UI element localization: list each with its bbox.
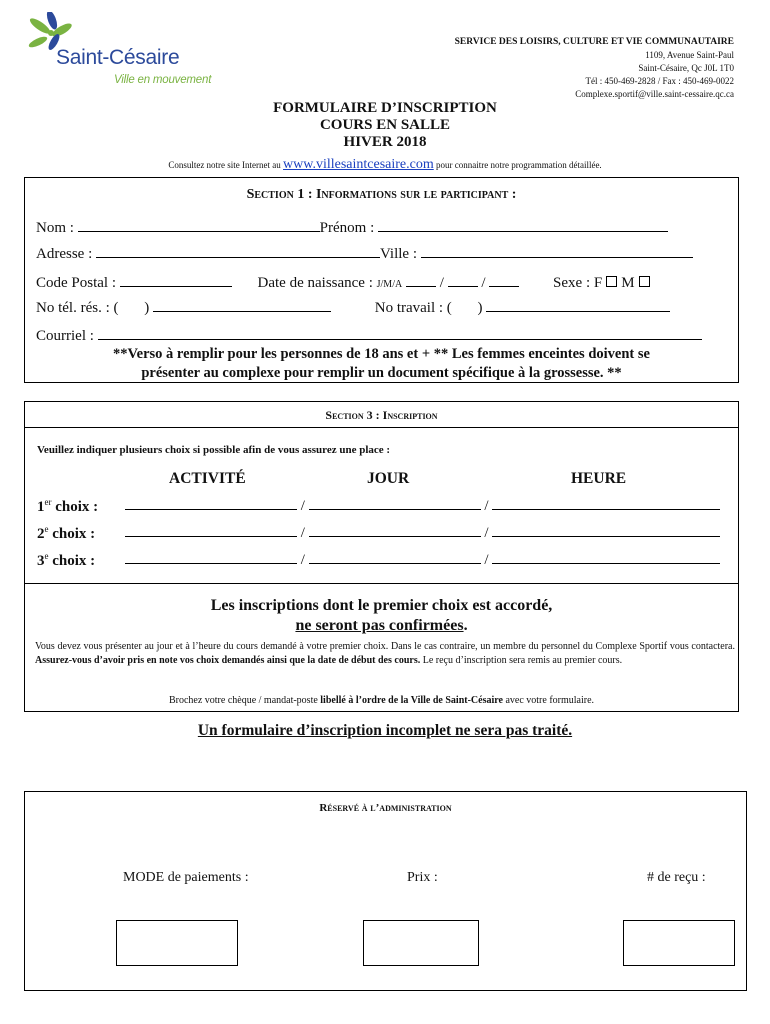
choice-2-fields: / /: [125, 524, 720, 542]
website-link[interactable]: www.villesaintcesaire.com: [283, 157, 434, 172]
choice-1-jour[interactable]: [309, 497, 481, 510]
warning-block: [25, 596, 738, 636]
section1-box: [24, 177, 739, 383]
warning-line2: ne seront pas confirmées: [295, 617, 464, 634]
section3-title: Section 3 : Inscription: [325, 408, 438, 422]
email-line: Complexe.sportif@ville.saint-cessaire.qc.ca: [575, 89, 734, 99]
ville-label: Ville :: [380, 246, 418, 262]
note-line1: **Verso à remplir pour les personnes de 18 ans et + ** Les femmes enceintes doivent se: [113, 346, 650, 362]
choice-3-jour[interactable]: [309, 551, 481, 564]
choice-3-num: 3: [37, 553, 45, 569]
choice-row-3: [37, 551, 95, 570]
para-c: Le reçu d’inscription sera remis au premier cours.: [420, 655, 623, 666]
tel-travail-label: No travail : (: [374, 300, 452, 316]
col-jour: JOUR: [367, 470, 410, 487]
choice-row-2: [37, 524, 95, 543]
prix-box[interactable]: [363, 920, 479, 966]
logo-tagline: Ville en mouvement: [114, 74, 212, 86]
tel-travail-paren: ): [477, 300, 483, 316]
section1-title: Section 1 : Informations sur le participant :: [246, 187, 517, 202]
section3-intro: Veuillez indiquer plusieurs choix si possible afin de vous assurez une place :: [37, 444, 391, 456]
title-line3: HIVER 2018: [343, 134, 427, 150]
admin-box: [24, 791, 747, 991]
sexe-m-label: M: [621, 275, 635, 291]
checkbox-f-icon[interactable]: [606, 276, 617, 287]
adresse-row: [36, 245, 693, 263]
incomplete-notice: Un formulaire d’inscription incomplet ne sera pas traité.: [197, 722, 573, 739]
cheque-b: libellé à l’ordre de la Ville de Saint-Césaire: [320, 695, 503, 706]
choice-3-sup: e: [44, 551, 49, 561]
nom-label: Nom :: [36, 220, 74, 236]
cheque-line: [25, 694, 738, 708]
jour-field[interactable]: [406, 274, 436, 287]
prenom-label: Prénom :: [319, 220, 375, 236]
section3-divider-2: [25, 583, 738, 584]
choice-1-label: choix :: [51, 499, 99, 515]
address-line1: 1109, Avenue Saint-Paul: [645, 50, 734, 60]
choice-1-sup: er: [44, 497, 52, 507]
cheque-c: avec votre formulaire.: [502, 695, 595, 706]
code-postal-field[interactable]: [120, 274, 232, 287]
col-heure: HEURE: [571, 470, 627, 487]
saint-cesaire-logo: [22, 10, 212, 96]
date-naissance-label: Date de naissance :: [257, 275, 373, 291]
para-a: Vous devez vous présenter au jour et à l’heure du cours demandé à votre premier choix. Dans le cas contraire, un membre du personnel du Complexe Sportif vous contactera.: [35, 641, 735, 652]
consult-line: [0, 157, 770, 173]
title-line2: COURS EN SALLE: [319, 117, 451, 133]
logo-name: Saint-Césaire: [56, 46, 180, 69]
courriel-row: [36, 327, 702, 345]
consult-after: pour connaitre notre programmation détaillée.: [433, 160, 602, 170]
mois-field[interactable]: [448, 274, 478, 287]
adresse-field[interactable]: [96, 245, 380, 258]
date-format: J/M/A: [376, 279, 403, 290]
adresse-label: Adresse :: [36, 246, 93, 262]
address-line2: Saint-Césaire, Qc J0L 1T0: [638, 63, 734, 73]
nom-field[interactable]: [78, 219, 320, 232]
phone-line: Tél : 450-469-2828 / Fax : 450-469-0022: [585, 76, 734, 86]
para-b: Assurez-vous d’avoir pris en note vos choix demandés ainsi que la date de début des cours.: [35, 655, 421, 666]
section3-box: [24, 401, 739, 712]
header-block: [455, 36, 734, 101]
mode-label: MODE de paiements :: [123, 870, 249, 885]
choice-row-1: [37, 497, 98, 516]
tel-res-paren: ): [144, 300, 150, 316]
title-line1: FORMULAIRE D’INSCRIPTION: [273, 100, 497, 116]
choice-1-fields: / /: [125, 497, 720, 515]
checkbox-m-icon[interactable]: [639, 276, 650, 287]
ville-field[interactable]: [421, 245, 693, 258]
recu-box[interactable]: [623, 920, 735, 966]
sexe-label: Sexe : F: [553, 275, 603, 291]
note-line2: présenter au complexe pour remplir un document spécifique à la grossesse. **: [141, 365, 622, 381]
telephone-row: [36, 299, 670, 317]
tel-travail-field[interactable]: [486, 299, 670, 312]
choice-1-num: 1: [37, 499, 45, 515]
choice-2-jour[interactable]: [309, 524, 481, 537]
instructions-paragraph: [35, 640, 735, 668]
courriel-label: Courriel :: [36, 328, 94, 344]
warning-line2-end: .: [463, 617, 468, 634]
courriel-field[interactable]: [98, 327, 702, 340]
choice-2-heure[interactable]: [492, 524, 720, 537]
cheque-a: Brochez votre chèque / mandat-poste: [168, 695, 321, 706]
tel-res-label: No tél. rés. : (: [36, 300, 119, 316]
choice-2-sup: e: [44, 524, 49, 534]
section3-divider: [25, 427, 738, 428]
mode-box[interactable]: [116, 920, 238, 966]
choice-2-num: 2: [37, 526, 45, 542]
choice-3-fields: / /: [125, 551, 720, 569]
col-activite: ACTIVITÉ: [169, 470, 246, 487]
choice-1-activite[interactable]: [125, 497, 297, 510]
choice-2-activite[interactable]: [125, 524, 297, 537]
service-name: SERVICE DES LOISIRS, CULTURE ET VIE COMMUNAUTAIRE: [454, 37, 734, 47]
recu-label: # de reçu :: [647, 870, 706, 885]
choice-3-heure[interactable]: [492, 551, 720, 564]
prix-label: Prix :: [407, 870, 438, 885]
choice-1-heure[interactable]: [492, 497, 720, 510]
nom-row: [36, 219, 668, 237]
form-title: [0, 100, 770, 151]
code-postal-row: Code Postal : Date de naissance : J/M/A / / Sexe : F M: [36, 274, 654, 292]
admin-title: Réservé à l’administration: [319, 802, 452, 814]
choice-2-label: choix :: [48, 526, 96, 542]
section1-note: [25, 345, 738, 383]
annee-field[interactable]: [489, 274, 519, 287]
consult-before: Consultez notre site Internet au: [168, 160, 284, 170]
choice-3-label: choix :: [48, 553, 96, 569]
choice-3-activite[interactable]: [125, 551, 297, 564]
prenom-field[interactable]: [378, 219, 668, 232]
code-postal-label: Code Postal :: [36, 275, 117, 291]
warning-line1: Les inscriptions dont le premier choix est accordé,: [210, 597, 553, 614]
tel-res-field[interactable]: [153, 299, 331, 312]
